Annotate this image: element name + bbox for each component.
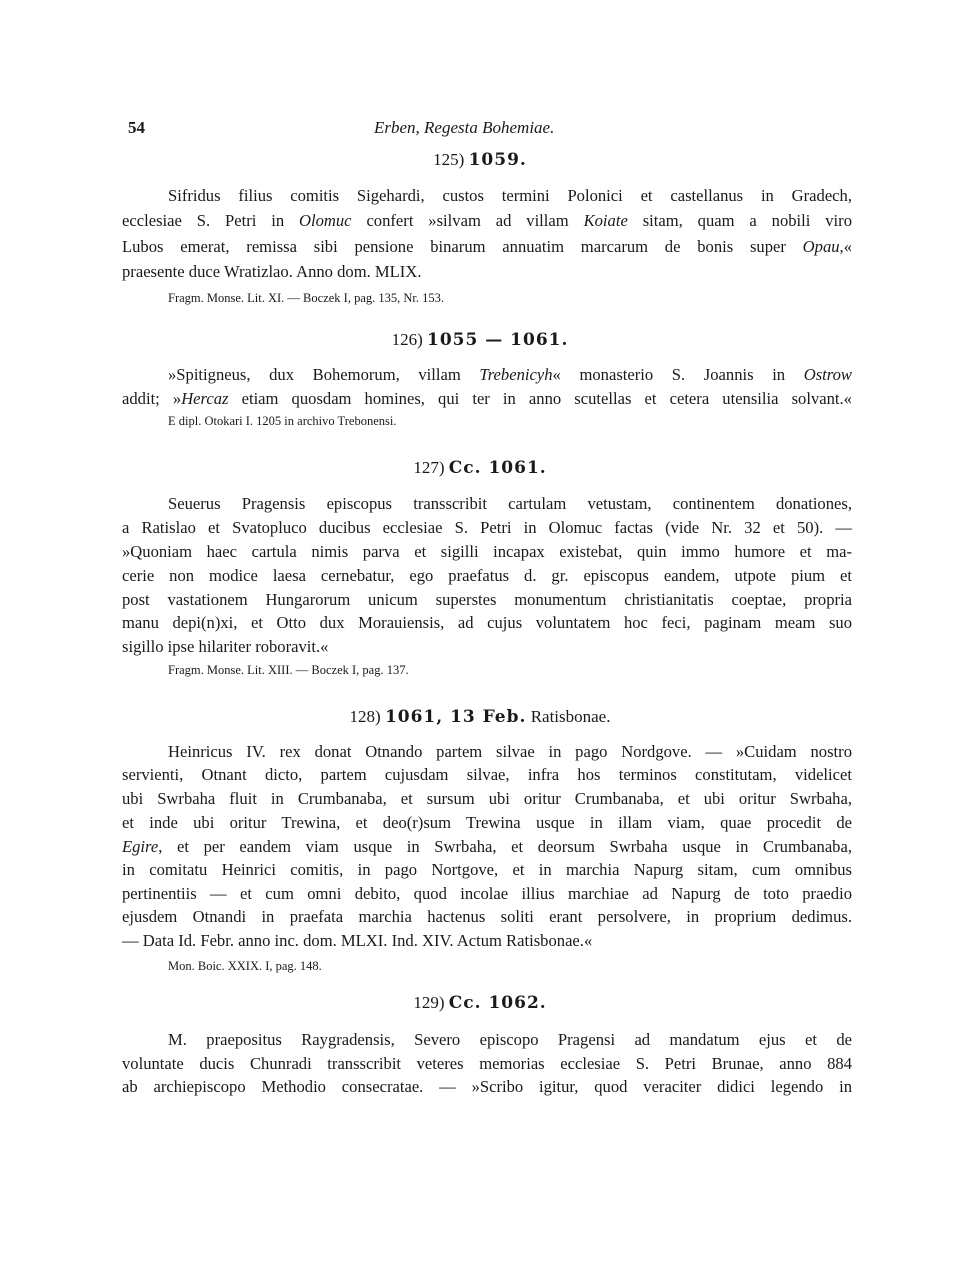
text-line: ecclesiae S. Petri in Olomuc confert »silvam ad villam Koiate sitam, quam a nobili viro [122,211,852,230]
source-citation: Fragm. Monse. Lit. XIII. — Boczek I, pag. 137. [168,663,409,677]
entry-number: 127) [413,458,445,477]
running-title: Erben, Regesta Bohemiae. [374,118,555,137]
text-line: praesente duce Wratizlao. Anno dom. MLIX. [122,262,422,281]
text-line: Lubos emerat, remissa sibi pensione binarum annuatim marcarum de bonis super Opau,« [122,237,852,256]
entry-date: 1055 — 1061. [427,330,569,350]
source-citation: E dipl. Otokari I. 1205 in archivo Trebonensi. [168,414,397,428]
text-line: et inde ubi oritur Trewina, et deo(r)sum Trewina usque in illam viam, quae procedit de [122,813,852,832]
entry-number: 129) [413,993,445,1012]
entry-place: Ratisbonae. [530,707,611,726]
source-citation: Mon. Boic. XXIX. I, pag. 148. [168,959,322,973]
text-line: cerie non modice laesa cernebatur, ego praefatus d. gr. episcopus eandem, utpote pium et [122,566,852,585]
text-line: M. praepositus Raygradensis, Severo episcopo Pragensi ad mandatum ejus et de [168,1030,852,1049]
page-number: 54 [128,118,145,137]
text-line: pertinentiis — et cum omni debito, quod incolae illius marchiae ad Napurg de toto praedio [122,884,852,903]
text-line: Egire, et per eandem viam usque in Swrbaha, et deorsum Swrbaha usque in Crumbanaba, [122,837,852,856]
text-line: post vastationem Hungarorum unicum superstes monumentum christianitatis coeptae, propria [122,590,852,609]
entry-heading [0,993,960,1013]
entry-date: 1059. [468,150,527,170]
text-line: servienti, Otnant dicto, partem cujusdam silvae, infra hos terminos constitutam, videlicet [122,765,852,784]
text-line: ab archiepiscopo Methodio consecratae. — »Scribo igitur, quod veraciter didici legendo in [122,1077,852,1096]
text-line: »Quoniam haec cartula nimis parva et sigilli incapax existebat, quin immo humore et ma- [122,542,852,561]
text-line: addit; »Hercaz etiam quosdam homines, qui ter in anno scutellas et cetera utensilia solvant.« [122,389,852,408]
entry-number: 125) [433,150,465,169]
entry-date: 1061, 13 Feb. [384,707,527,727]
text-line: a Ratislao et Svatopluco ducibus ecclesiae S. Petri in Olomuc factas (vide Nr. 32 et 50). — [122,518,852,537]
entry-date: Cc. 1062. [448,993,547,1013]
text-line: in comitatu Heinrici comitis, in pago Nortgove, et in marchia Napurg sitam, cum omnibus [122,860,852,879]
entry-heading [0,458,960,478]
entry-heading [0,330,960,350]
entry-number: 126) [391,330,423,349]
text-line: manu depi(n)xi, et Otto dux Morauiensis, ad cujus voluntatem hoc feci, paginam meam suo [122,613,852,632]
entry-date: Cc. 1061. [448,458,547,478]
source-citation: Fragm. Monse. Lit. XI. — Boczek I, pag. 135, Nr. 153. [168,291,445,305]
entry-number: 128) [349,707,381,726]
text-line: — Data Id. Febr. anno inc. dom. MLXI. Ind. XIV. Actum Ratisbonae.« [122,931,593,950]
text-line: sigillo ipse hilariter roboravit.« [122,637,329,656]
text-line: ubi Swrbaha fluit in Crumbanaba, et sursum ubi oritur Crumbanaba, et ubi oritur Swrbaha, [122,789,852,808]
running-header [128,118,848,142]
text-line: »Spitigneus, dux Bohemorum, villam Trebenicyh« monasterio S. Joannis in Ostrow [168,365,852,384]
entry-heading [0,150,960,170]
text-line: voluntate ducis Chunradi transscribit veteres memorias ecclesiae S. Petri Brunae, anno 884 [122,1054,852,1073]
text-line: ejusdem Otnandi in praefata marchia hactenus soliti erant persolvere, in proprium dedimus. [122,907,852,926]
text-line: Heinricus IV. rex donat Otnando partem silvae in pago Nordgove. — »Cuidam nostro [168,742,852,761]
entry-heading [0,707,960,727]
text-line: Sifridus filius comitis Sigehardi, custos termini Polonici et castellanus in Gradech, [168,186,852,205]
text-line: Seuerus Pragensis episcopus transscribit cartulam vetustam, continentem donationes, [168,494,852,513]
